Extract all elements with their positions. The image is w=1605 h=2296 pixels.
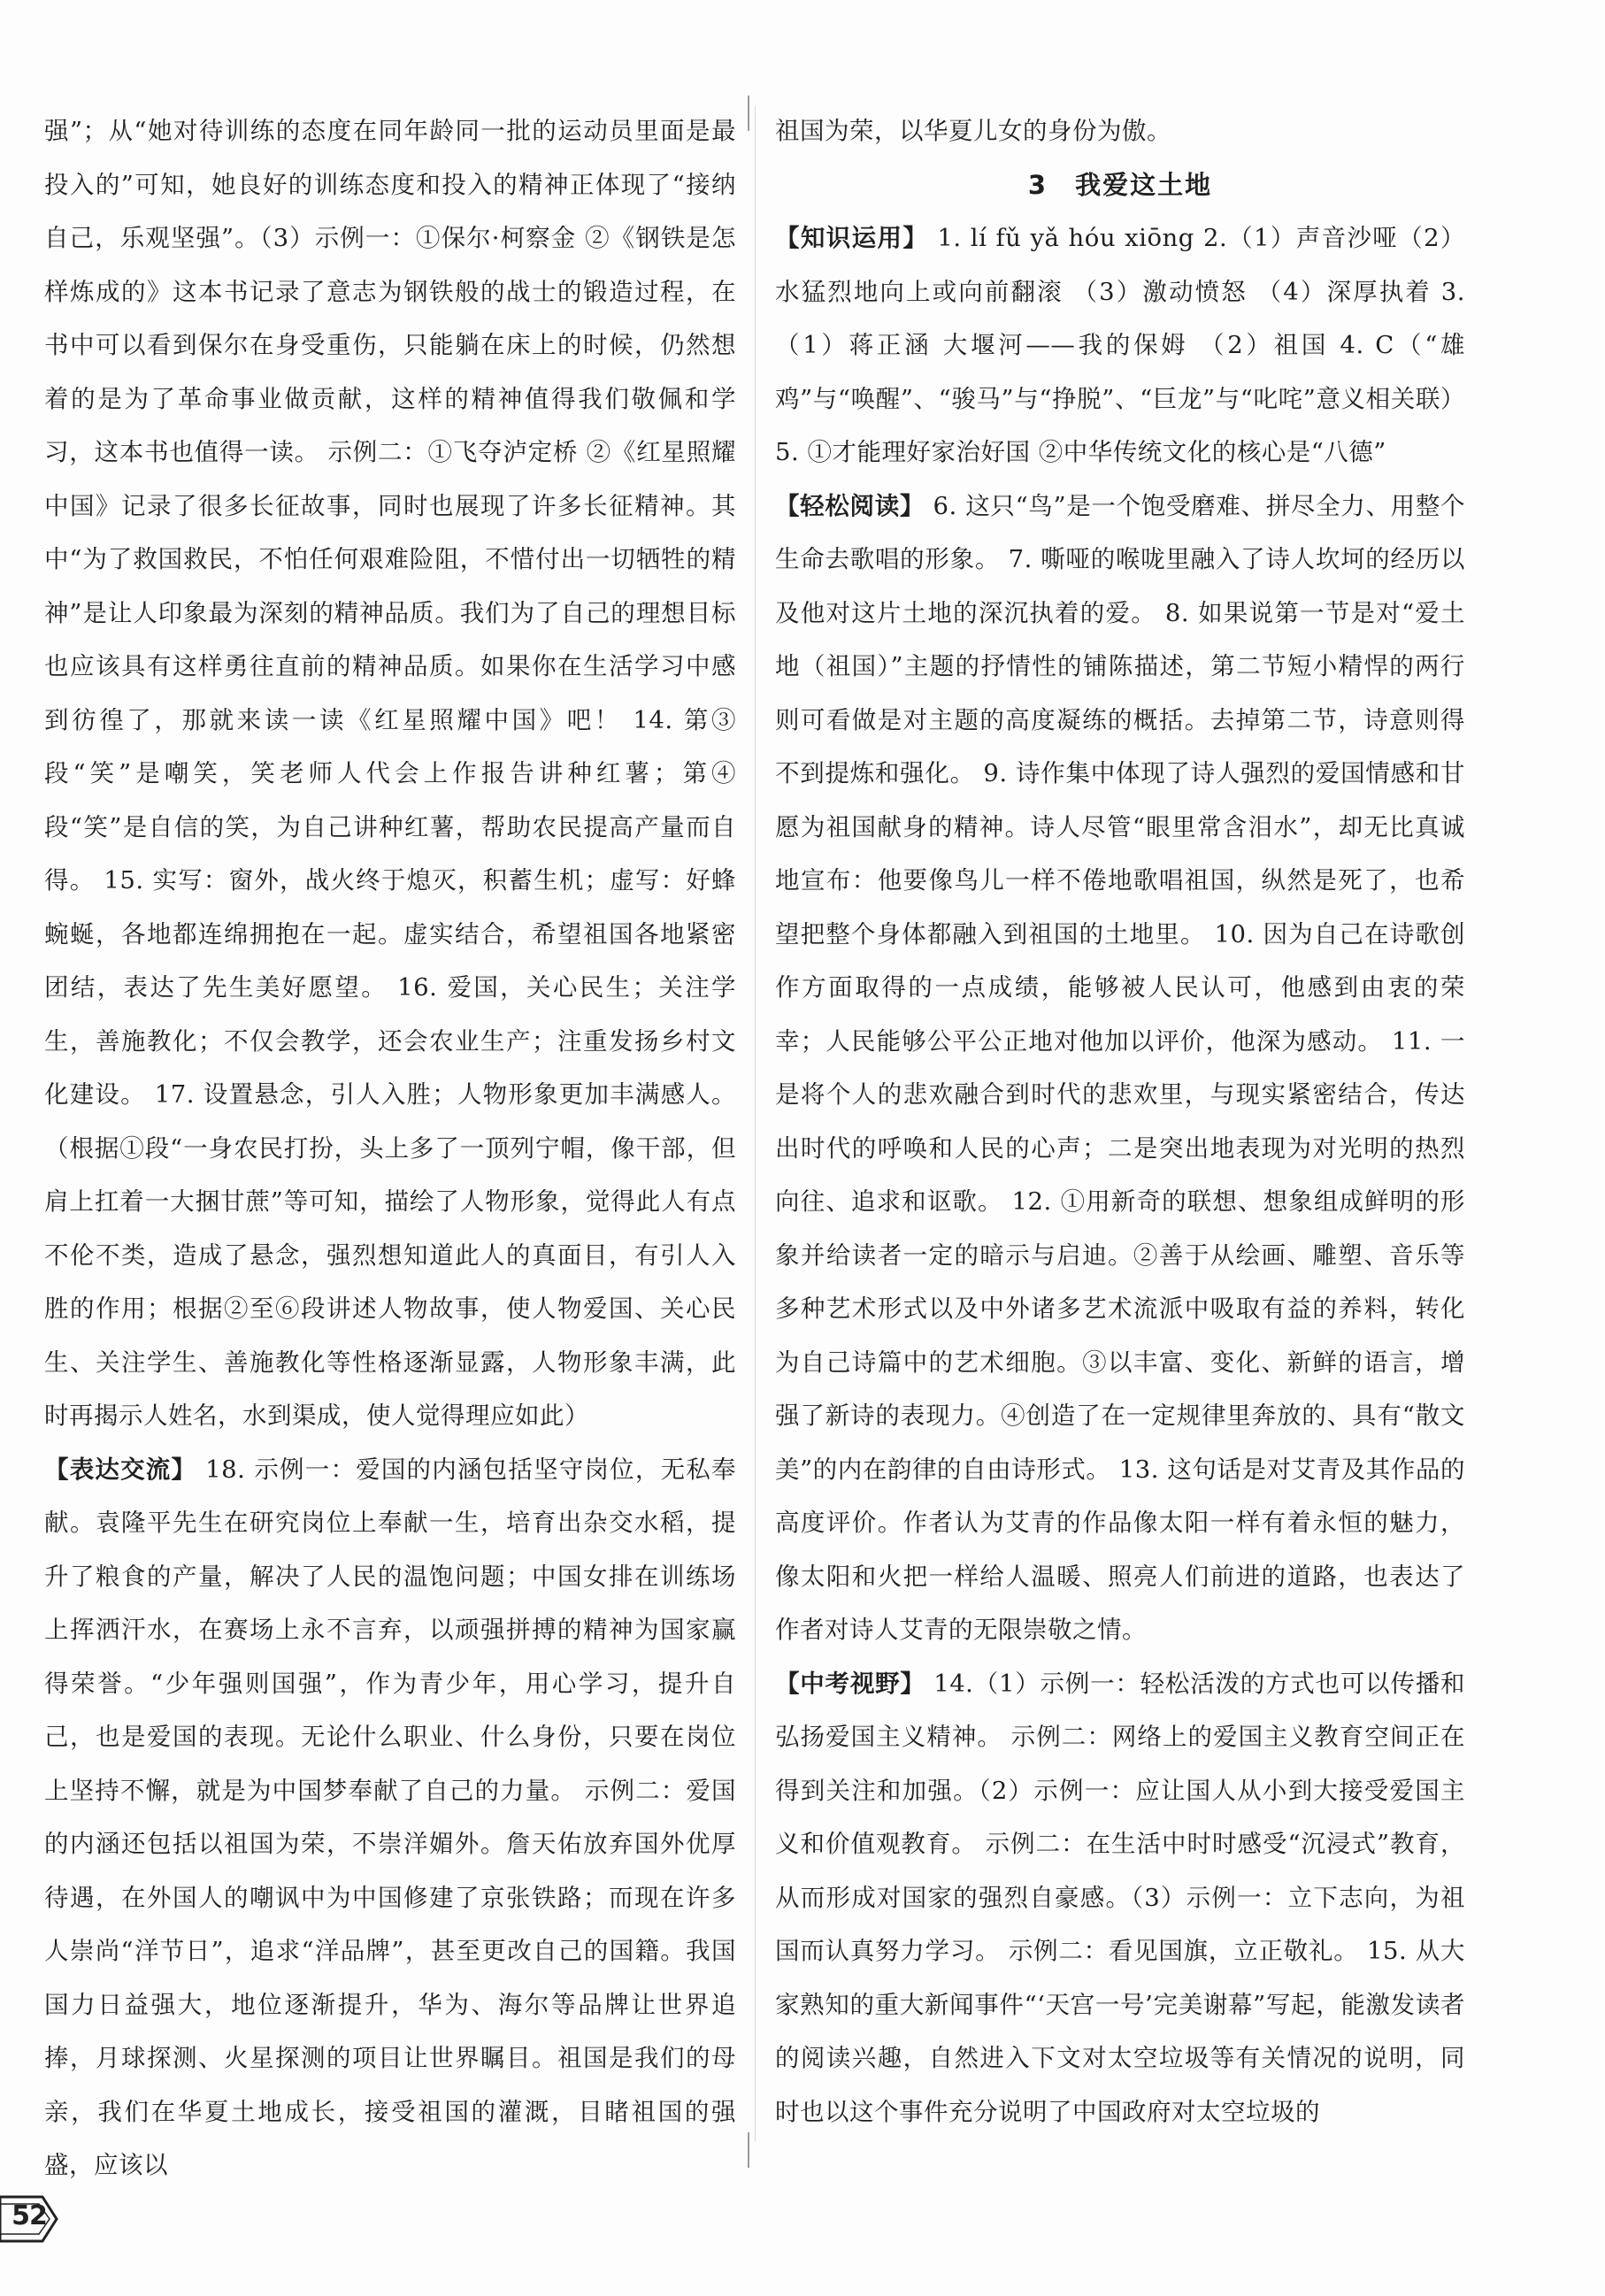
left-paragraph-2-text: 18. 示例一：爱国的内涵包括坚守岗位，无私奉献。袁隆平先生在研究岗位上奉献一生，培育出杂交水稻，提升了粮食的产量，解决了人民的温饱问题；中国女排在训练场上挥洒汗水，在赛场上永不言弃，以顽强拼搏的精神为国家赢得荣誉。“少年强则国强”，作为青少年，用心学习，提升自己，也是爱国的表现。无论什么职业、什么身份，只要在岗位上坚持不懈，就是为中国梦奉献了自己的力量。 示例二：爱国的内涵还包括以祖国为荣，不崇洋媚外。詹天佑放弃国外优厚待遇，在外国人的嘲讽中为中国修建了京张铁路；而现在许多人崇尚“洋节日”，追求“洋品牌”，甚至更改自己的国籍。我国国力日益强大，地位逐渐提升，华为、海尔等品牌让世界追捧，月球探测、火星探测的项目让世界瞩目。祖国是我们的母亲，我们在华夏土地成长，接受祖国的灌溉，目睹祖国的强盛，应该以: [44, 1455, 736, 2179]
section-title: 3 我爱这土地: [1027, 169, 1213, 200]
section-tag-reading: 【轻松阅读】: [775, 491, 925, 520]
left-paragraph-1: 强”；从“她对待训练的态度在同年龄同一批的运动员里面是最投入的”可知，她良好的训练态度和投入的精神正体现了“接纳自己，乐观坚强”。（3）示例一：①保尔·柯察金 ②《钢铁是怎样炼成的》这本书记录了意志为钢铁般的战士的锻造过程，在书中可以看到保尔在身受重伤，只能躺在床上的时候，仍然想着的是为了革命事业做贡献，这样的精神值得我们敬佩和学习，这本书也值得一读。 示例二：①飞夺泸定桥 ②《红星照耀中国》记录了很多长征故事，同时也展现了许多长征精神。其中“为了救国救民，不怕任何艰难险阻，不惜付出一切牺牲的精神”是让人印象最为深刻的精神品质。我们为了自己的理想目标也应该具有这样勇往直前的精神品质。如果你在生活学习中感到彷徨了，那就来读一读《红星照耀中国》吧！ 14. 第③段“笑”是嘲笑，笑老师人代会上作报告讲种红薯；第④段“笑”是自信的笑，为自己讲种红薯，帮助农民提高产量而自得。 15. 实写：窗外，战火终于熄灭，积蓄生机；虚写：好蜂蜿蜒，各地都连绵拥抱在一起。虚实结合，希望祖国各地紧密团结，表达了先生美好愿望。 16. 爱国，关心民生；关注学生，善施教化；不仅会教学，还会农业生产；注重发扬乡村文化建设。 17. 设置悬念，引人入胜；人物形象更加丰满感人。（根据①段“一身农民打扮，头上多了一顶列宁帽，像干部，但肩上扛着一大捆甘蔗”等可知，描绘了人物形象，觉得此人有点不伦不类，造成了悬念，强烈想知道此人的真面目，有引人入胜的作用；根据②至⑥段讲述人物故事，使人物爱国、关心民生、关注学生、善施教化等性格逐渐显露，人物形象丰满，此时再揭示人姓名，水到渠成，使人觉得理应如此）: [44, 117, 736, 1430]
page-number: 52: [12, 2200, 47, 2231]
section-tag-expression: 【表达交流】: [44, 1455, 197, 1484]
right-paragraph-1-text: 1. lí fǔ yǎ hóu xiōng 2.（1）声音沙哑（2）水猛烈地向上或向前翻滚 （3）激动愤怒 （4）深厚执着 3.（1）蒋正涵 大堰河——我的保姆 （2）祖国 4. C（“雄鸡”与“唤醒”、“骏马”与“挣脱”、“巨龙”与“叱咤”意义相关联） 5. ①才能理好家治好国 ②中华传统文化的核心是“八德”: [775, 224, 1465, 466]
right-paragraph-2: [775, 480, 1465, 1657]
right-paragraph-1: [775, 211, 1465, 480]
left-column: [44, 104, 736, 2192]
section-tag-knowledge: 【知识运用】: [775, 224, 929, 252]
page-number-badge: [0, 2192, 58, 2246]
right-paragraph-2-text: 6. 这只“鸟”是一个饱受磨难、拼尽全力、用整个生命去歌唱的形象。 7. 嘶哑的喉咙里融入了诗人坎坷的经历以及他对这片土地的深沉执着的爱。 8. 如果说第一节是对“爱土地（祖国）”主题的抒情性的铺陈描述，第二节短小精悍的两行则可看做是对主题的高度凝练的概括。去掉第二节，诗意则得不到提炼和强化。 9. 诗作集中体现了诗人强烈的爱国情感和甘愿为祖国献身的精神。诗人尽管“眼里常含泪水”，却无比真诚地宣布：他要像鸟儿一样不倦地歌唱祖国，纵然是死了，也希望把整个身体都融入到祖国的土地里。 10. 因为自己在诗歌创作方面取得的一点成绩，能够被人民认可，他感到由衷的荣幸；人民能够公平公正地对他加以评价，他深为感动。 11. 一是将个人的悲欢融合到时代的悲欢里，与现实紧密结合，传达出时代的呼唤和人民的心声；二是突出地表现为对光明的热烈向往、追求和讴歌。 12. ①用新奇的联想、想象组成鲜明的形象并给读者一定的暗示与启迪。②善于从绘画、雕塑、音乐等多种艺术形式以及中外诸多艺术流派中吸取有益的养料，转化为自己诗篇中的艺术细胞。③以丰富、变化、新鲜的语言，增强了新诗的表现力。④创造了在一定规律里奔放的、具有“散文美”的内在韵律的自由诗形式。 13. 这句话是对艾青及其作品的高度评价。作者认为艾青的作品像太阳一样有着永恒的魅力，像太阳和火把一样给人温暖、照亮人们前进的道路，也表达了作者对诗人艾青的无限崇敬之情。: [775, 491, 1465, 1644]
column-divider: [755, 106, 756, 2141]
right-paragraph-3-text: 14.（1）示例一：轻松活泼的方式也可以传播和弘扬爱国主义精神。 示例二：网络上的爱国主义教育空间正在得到关注和加强。（2）示例一：应让国人从小到大接受爱国主义和价值观教育。 示例二：在生活中时时感受“沉浸式”教育，从而形成对国家的强烈自豪感。（3）示例一：立下志向，为祖国而认真努力学习。 示例二：看见国旗，立正敬礼。 15. 从大家熟知的重大新闻事件“‘天宫一号’完美谢幕”写起，能激发读者的阅读兴趣，自然进入下文对太空垃圾等有关情况的说明，同时也以这个事件充分说明了中国政府对太空垃圾的: [775, 1669, 1465, 2126]
right-paragraph-0: 祖国为荣，以华夏儿女的身份为傲。: [775, 117, 1171, 145]
section-tag-exam: 【中考视野】: [775, 1669, 925, 1698]
right-column: [775, 104, 1465, 2139]
right-paragraph-3: [775, 1657, 1465, 2139]
left-paragraph-2: [44, 1443, 736, 2192]
column-divider-top-mark: [748, 96, 749, 131]
column-divider-bottom-mark: [748, 2132, 749, 2168]
